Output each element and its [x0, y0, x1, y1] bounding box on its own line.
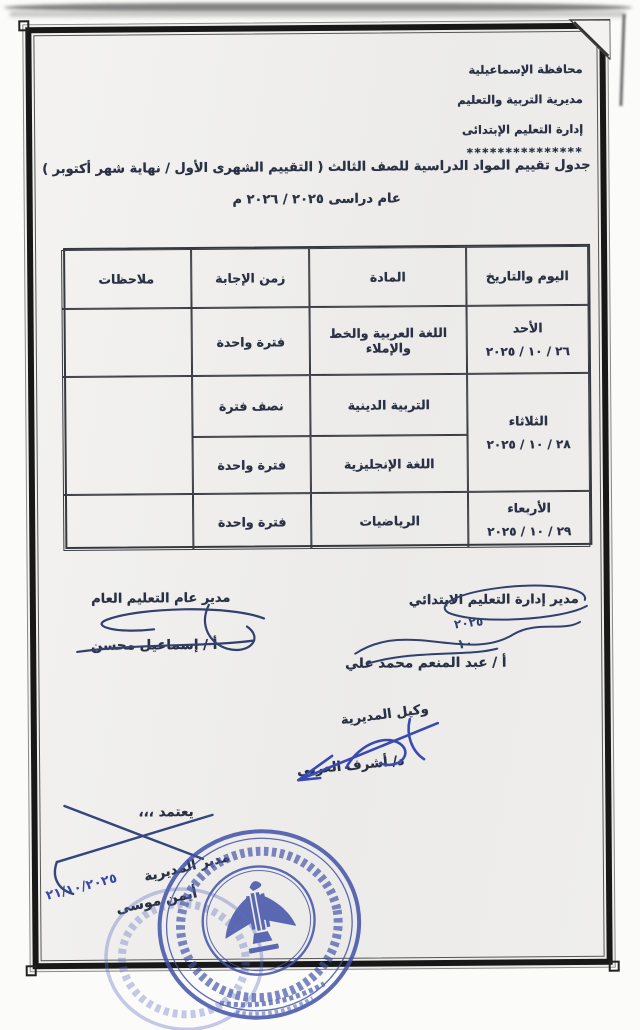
time-cell: فترة واحدة — [193, 493, 311, 550]
col-header-day: اليوم والتاريخ — [466, 246, 588, 306]
subject-cell: اللغة العربية والخط والإملاء — [310, 306, 468, 375]
signature-right-name: أ / عبد المنعم محمد علي — [345, 654, 507, 672]
day-cell-sunday — [467, 305, 590, 374]
subject-cell: اللغة الإنجليزية — [311, 435, 468, 493]
approval-hand-date: ٢١/١٠/٢٠٢٥ — [44, 871, 119, 904]
signature-left-scribble — [59, 602, 280, 674]
document-header — [457, 54, 583, 161]
day-name: الثلاثاء — [508, 413, 549, 429]
subject-cell: التربية الدينية — [310, 374, 467, 436]
day-name: الأحد — [512, 320, 543, 336]
subject-cell: الرياضيات — [311, 492, 468, 549]
signature-left-title: مدير عام التعليم العام — [91, 590, 231, 607]
day-date: ٢٩ / ١٠ / ٢٠٢٥ — [487, 524, 572, 539]
notes-cell-empty — [62, 376, 193, 495]
document-page — [22, 20, 615, 973]
col-header-time: زمن الإجابة — [191, 248, 309, 308]
header-directorate: مديرية التربية والتعليم — [457, 91, 583, 107]
frame-corner-ornament — [26, 965, 37, 976]
frame-corner-ornament — [609, 961, 620, 972]
col-header-notes: ملاحظات — [61, 249, 191, 309]
day-cell-tuesday — [467, 373, 590, 492]
signature-left-name: أ / إسماعيل محسن — [90, 636, 218, 654]
faint-stamp-impression — [97, 900, 268, 1030]
signature-right-hand-year: ٢٠٢٥ — [453, 614, 484, 632]
scan-artifact-top-light — [10, 11, 625, 17]
day-date: ٢٦ / ١٠ / ٢٠٢٥ — [485, 344, 570, 359]
notes-cell-empty — [62, 308, 193, 377]
header-separator: *************** — [466, 144, 584, 160]
title-line-2: عام دراسى ٢٠٢٥ / ٢٠٢٦ م — [232, 191, 401, 208]
frame-corner-ornament — [18, 20, 29, 31]
signature-right-hand-number: ١٠ — [456, 636, 474, 653]
approval-name: أيمن موسى — [114, 885, 199, 918]
time-cell: فترة واحدة — [192, 307, 311, 376]
day-date: ٢٨ / ١٠ / ٢٠٢٥ — [486, 437, 571, 452]
time-cell: نصف فترة — [192, 375, 310, 437]
signature-right-scribble — [337, 582, 603, 684]
day-cell-wednesday — [468, 491, 590, 548]
col-header-subject: المادة — [309, 247, 466, 307]
notes-cell-empty — [63, 494, 193, 551]
header-governorate: محافظة الإسماعيلية — [468, 61, 583, 77]
page-content — [32, 30, 605, 962]
day-name: الأربعاء — [507, 500, 551, 516]
approval-label: يعتمد ،،، — [138, 803, 194, 821]
header-administration: إدارة التعليم الإبتدائى — [461, 121, 584, 137]
signature-right-title: مدير إدارة التعليم الابتدائي — [408, 591, 579, 609]
signature-deputy-name: د/ أشرف العربي — [296, 752, 405, 779]
signature-deputy-scribble — [260, 711, 461, 793]
exam-schedule-table — [63, 244, 592, 549]
document-title — [33, 158, 599, 209]
title-line-1: جدول تقييم المواد الدراسية للصف الثالث ( التقييم الشهرى الأول / نهاية شهر أكتوبر ) — [42, 157, 591, 178]
time-cell: فترة واحدة — [193, 436, 311, 494]
signature-deputy-title: وكيل المديرية — [339, 701, 430, 729]
scan-artifact-right-edge — [619, 14, 625, 106]
approval-title: مدير المديرية — [142, 849, 232, 886]
